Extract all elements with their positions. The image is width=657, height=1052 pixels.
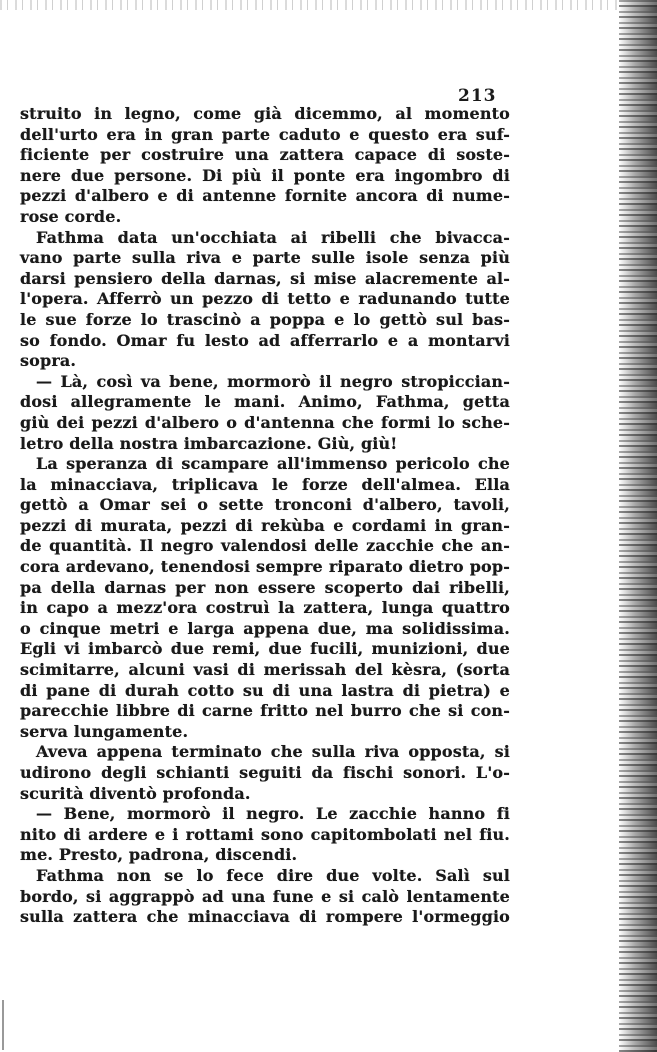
text-line: gettò a Omar sei o sette tronconi d'albero, tavoli, xyxy=(20,495,510,515)
text-line: Aveva appena terminato che sulla riva opposta, si xyxy=(36,742,510,762)
text-line: udirono degli schianti seguiti da fischi sonori. L'o- xyxy=(20,763,510,782)
text-line: scurità diventò profonda. xyxy=(20,783,251,803)
text-line: parecchie libbre di carne fritto nel burro che si con- xyxy=(20,701,510,721)
text-line: struito in legno, come già dicemmo, al momento xyxy=(20,104,510,123)
text-line: la minacciava, triplicava le forze dell'almea. Ella xyxy=(20,474,510,494)
text-line: — Bene, mormorò il negro. Le zacchie hanno fi xyxy=(36,804,510,824)
text-line: sulla zattera che minacciava di rompere l'ormeggio xyxy=(20,907,510,927)
text-line: sopra. xyxy=(20,351,77,371)
text-line: l'opera. Afferrò un pezzo di tetto e radunando tutte xyxy=(20,289,510,309)
text-line: Egli vi imbarcò due remi, due fucili, munizioni, due xyxy=(20,639,510,659)
text-line: dell'urto era in gran parte caduto e questo era suf- xyxy=(20,124,510,144)
text-line: so fondo. Omar fu lesto ad afferrarlo e a montarvi xyxy=(20,330,510,350)
text-line: serva lungamente. xyxy=(20,721,189,741)
scan-mark-left xyxy=(2,1000,4,1050)
text-line: de quantità. Il negro valendosi delle zacchie che an- xyxy=(20,536,510,556)
text-line: darsi pensiero della darnas, si mise alacremente al- xyxy=(20,268,510,288)
page-number: 213 xyxy=(458,86,497,106)
text-line: Fathma non se lo fece dire due volte. Salì sul xyxy=(36,865,510,885)
text-line: dosi allegramente le mani. Animo, Fathma, getta xyxy=(20,392,510,412)
text-line: La speranza di scampare all'immenso pericolo che xyxy=(36,454,510,474)
scan-edge-right xyxy=(619,0,657,1052)
text-line: nito di ardere e i rottami sono capitombolati nel fiu. xyxy=(20,824,510,844)
text-line: nere due persone. Di più il ponte era ingombro di xyxy=(20,165,510,185)
text-line: vano parte sulla riva e parte sulle isole senza più xyxy=(20,248,510,268)
text-line: bordo, si aggrappò ad una fune e si calò lentamente xyxy=(20,886,510,906)
text-line: o cinque metri e larga appena due, ma solidissima. xyxy=(20,618,510,638)
text-line: me. Presto, padrona, discendi. xyxy=(20,845,298,865)
text-line: in capo a mezz'ora costruì la zattera, lunga quattro xyxy=(20,598,510,618)
scan-edge-top xyxy=(0,0,620,10)
text-line: pezzi di murata, pezzi di rekùba e cordami in gran- xyxy=(20,515,510,535)
text-line: cora ardevano, tenendosi sempre riparato dietro pop- xyxy=(20,557,510,577)
body-text xyxy=(20,104,510,928)
text-line: giù dei pezzi d'albero o d'antenna che formi lo sche- xyxy=(20,412,510,432)
text-line: pa della darnas per non essere scoperto dai ribelli, xyxy=(20,577,510,597)
text-line: di pane di durah cotto su di una lastra di pietra) e xyxy=(20,680,510,700)
text-line: scimitarre, alcuni vasi di merissah del kèsra, (sorta xyxy=(20,660,510,680)
text-line: — Là, così va bene, mormorò il negro stropiccian- xyxy=(36,371,510,391)
text-line: Fathma data un'occhiata ai ribelli che bivacca- xyxy=(36,227,510,247)
text-line: rose corde. xyxy=(20,206,122,226)
text-line: pezzi d'albero e di antenne fornite ancora di nume- xyxy=(20,186,510,206)
text-line: ficiente per costruire una zattera capace di soste- xyxy=(20,145,510,165)
text-line: letro della nostra imbarcazione. Giù, giù! xyxy=(20,433,398,453)
text-line: le sue forze lo trascinò a poppa e lo gettò sul bas- xyxy=(20,309,510,329)
